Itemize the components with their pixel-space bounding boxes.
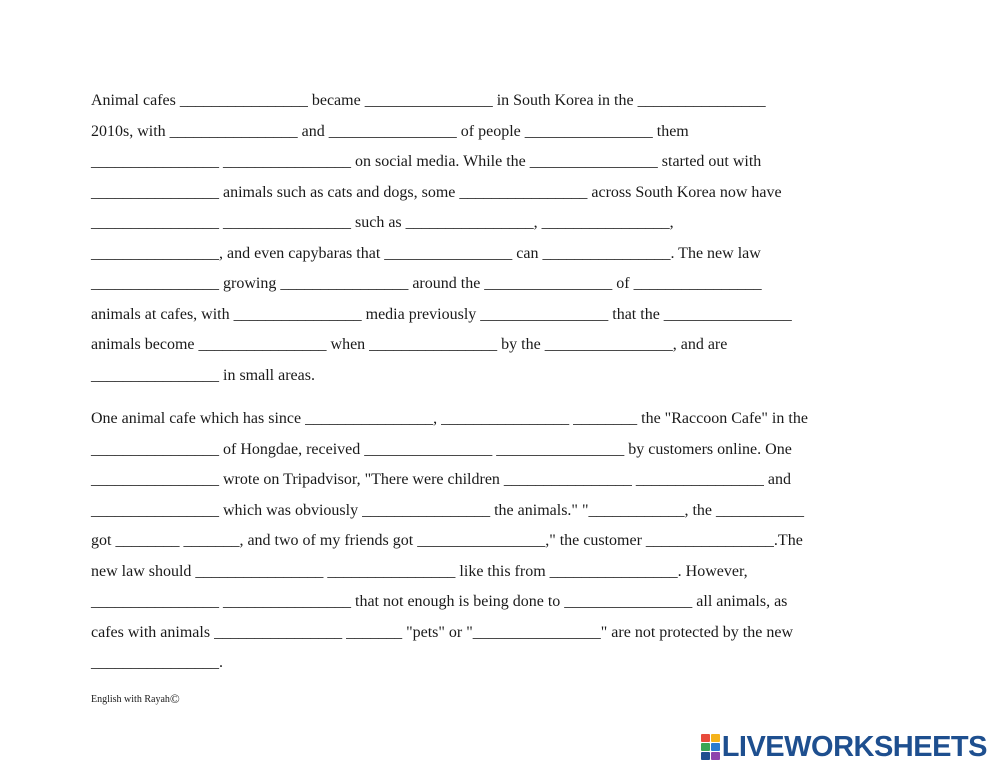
text-line: ________________ ________________ that not enough is being done to ________________ all animals, as xyxy=(91,593,788,610)
text-line: One animal cafe which has since ________________, ________________ ________ the "Raccoon Cafe" in the xyxy=(91,410,808,427)
liveworksheets-brand xyxy=(701,730,987,764)
text-line: ________________ wrote on Tripadvisor, "There were children ________________ ________________ and xyxy=(91,471,792,488)
text-line: Animal cafes ________________ became ________________ in South Korea in the ________________ xyxy=(91,92,766,109)
text-line: ________________ which was obviously ________________ the animals." "____________, the ___________ xyxy=(91,501,805,519)
brand-name: LIVEWORKSHEETS xyxy=(721,730,987,763)
text-line: ________________. xyxy=(91,654,223,671)
author-credit xyxy=(91,691,180,707)
copyright-symbol: © xyxy=(169,691,180,706)
text-line: ________________ ________________ such as ________________, ________________, xyxy=(91,214,674,231)
text-line: ________________ of Hongdae, received ________________ ________________ by customers online. One xyxy=(91,440,792,458)
text-line: got ________ _______, and two of my friends got ________________," the customer ________________.The xyxy=(91,532,803,549)
paragraph-2 xyxy=(91,404,921,679)
text-line: ________________ animals such as cats and dogs, some ________________ across South Korea now have xyxy=(91,183,782,201)
text-line: animals at cafes, with ________________ media previously ________________ that the ________________ xyxy=(91,305,792,323)
text-line: ________________, and even capybaras that ________________ can ________________. The new law xyxy=(91,244,761,262)
text-line: cafes with animals ________________ _______ "pets" or "________________" are not protected by the new xyxy=(91,623,793,641)
paragraph-1 xyxy=(91,86,921,391)
text-line: animals become ________________ when ________________ by the ________________, and are xyxy=(91,336,728,353)
text-line: 2010s, with ________________ and ________________ of people ________________ them xyxy=(91,122,689,140)
text-line: new law should ________________ ________________ like this from ________________. However, xyxy=(91,562,748,580)
text-line: ________________ in small areas. xyxy=(91,366,315,384)
text-line: ________________ growing ________________ around the ________________ of ________________ xyxy=(91,275,762,292)
liveworksheets-logo-icon xyxy=(701,734,720,760)
author-credit-text: English with Rayah xyxy=(91,694,170,705)
text-line: ________________ ________________ on social media. While the ________________ started out with xyxy=(91,153,762,170)
